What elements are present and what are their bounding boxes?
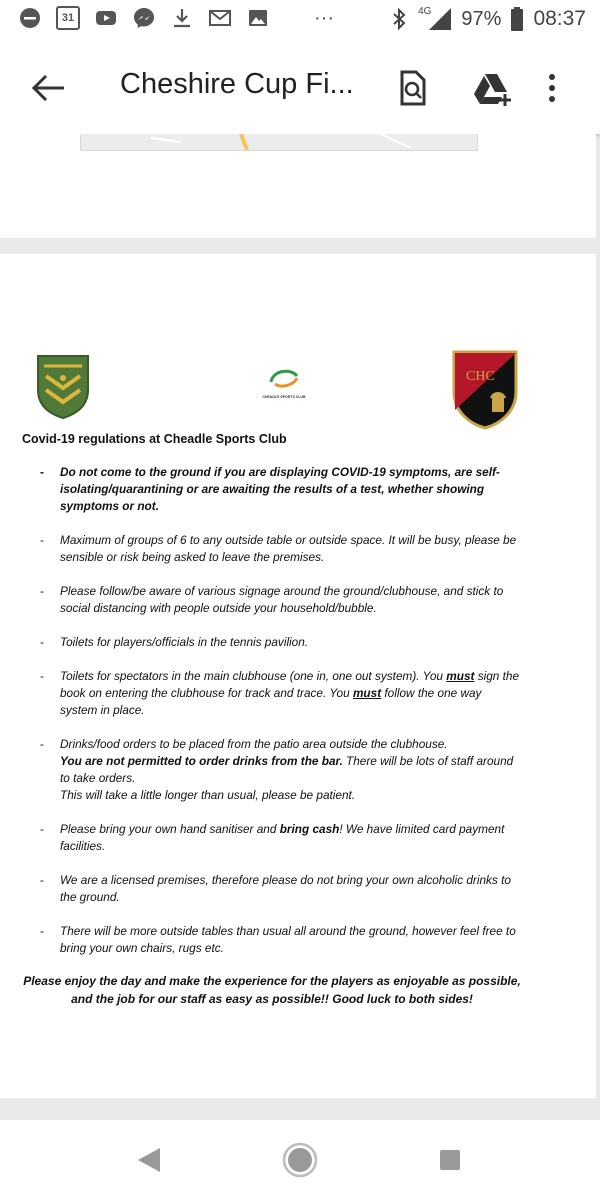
more-options-icon[interactable] bbox=[542, 68, 562, 108]
image-icon bbox=[246, 6, 270, 30]
rule-item: - Toilets for players/officials in the tennis pavilion. bbox=[40, 635, 309, 649]
crest-monogram: CHC bbox=[466, 369, 495, 384]
rule-item: - There will be more outside tables than usual all around the ground, however feel free to bring your own chairs, rugs etc. bbox=[40, 924, 516, 955]
rule-item: - Please follow/be aware of various signage around the ground/clubhouse, and stick to social distancing with people outside your household/bubble. bbox=[40, 584, 504, 615]
network-type: 4G bbox=[418, 5, 432, 17]
crest-logo bbox=[452, 350, 518, 430]
calendar-icon bbox=[56, 6, 80, 30]
messenger-icon bbox=[132, 6, 156, 30]
cheadle-logo-text: CHEADLE SPORTS CLUB bbox=[262, 395, 306, 399]
nav-home-icon[interactable] bbox=[280, 1140, 320, 1180]
cheadle-sports-club-logo bbox=[254, 366, 314, 399]
back-arrow-icon[interactable] bbox=[28, 68, 68, 108]
signal-icon bbox=[429, 8, 451, 30]
document-page bbox=[0, 254, 596, 1098]
search-document-icon[interactable] bbox=[392, 68, 432, 108]
calendar-day: 31 bbox=[61, 12, 75, 24]
rule-item: - Toilets for spectators in the main clubhouse (one in, one out system). You must sign the book on entering the clubhouse for track and trace. You must follow the one way system in place. bbox=[40, 669, 520, 717]
bluetooth-icon bbox=[390, 7, 408, 31]
rule-item: - Please bring your own hand sanitiser and bring cash! We have limited card payment facilities. bbox=[40, 822, 505, 853]
swoosh-icon bbox=[267, 366, 301, 390]
closing-message: Please enjoy the day and make the experience for the players as enjoyable as possible, and the job for our staff as easy as possible!! Good luck to both sides! bbox=[23, 974, 521, 1006]
clock: 08:37 bbox=[533, 7, 586, 30]
system-nav-bar bbox=[0, 1120, 600, 1200]
add-to-drive-icon[interactable] bbox=[472, 68, 512, 108]
gmail-icon bbox=[208, 6, 232, 30]
rule-item: - Maximum of groups of 6 to any outside table or outside space. It will be busy, please be sensible or risk being asked to leave the premises. bbox=[40, 533, 517, 564]
battery-percent: 97% bbox=[461, 7, 502, 30]
more-notifications-icon: ··· bbox=[314, 6, 334, 29]
download-icon bbox=[170, 6, 194, 30]
rule-item: - We are a licensed premises, therefore please do not bring your own alcoholic drinks to the ground. bbox=[40, 873, 511, 904]
map-image bbox=[80, 134, 478, 151]
rule-item: - Do not come to the ground if you are displaying COVID-19 symptoms, are self-isolating/quarantining or are awaiting the results of a test, whether showing symptoms or not. bbox=[40, 465, 500, 513]
document-heading: Covid-19 regulations at Cheadle Sports Club bbox=[22, 432, 287, 446]
minus-circle-icon bbox=[18, 6, 42, 30]
rules-list bbox=[40, 464, 520, 974]
nav-back-icon[interactable] bbox=[130, 1140, 170, 1180]
document-page-previous bbox=[0, 134, 596, 238]
nav-recents-icon[interactable] bbox=[430, 1140, 470, 1180]
map-road-lines bbox=[81, 134, 477, 150]
battery-icon bbox=[511, 7, 523, 31]
app-bar bbox=[0, 42, 600, 134]
rule-item: - Drinks/food orders to be placed from the patio area outside the clubhouse. You are not permitted to order drinks from the bar. There will be lots of staff around to take orders. This will take a little longer than usual, please be patient. bbox=[40, 737, 514, 802]
youtube-icon bbox=[94, 6, 118, 30]
status-bar bbox=[0, 0, 600, 42]
club-shield-logo bbox=[36, 354, 90, 420]
document-title: Cheshire Cup Fi... bbox=[120, 68, 354, 100]
